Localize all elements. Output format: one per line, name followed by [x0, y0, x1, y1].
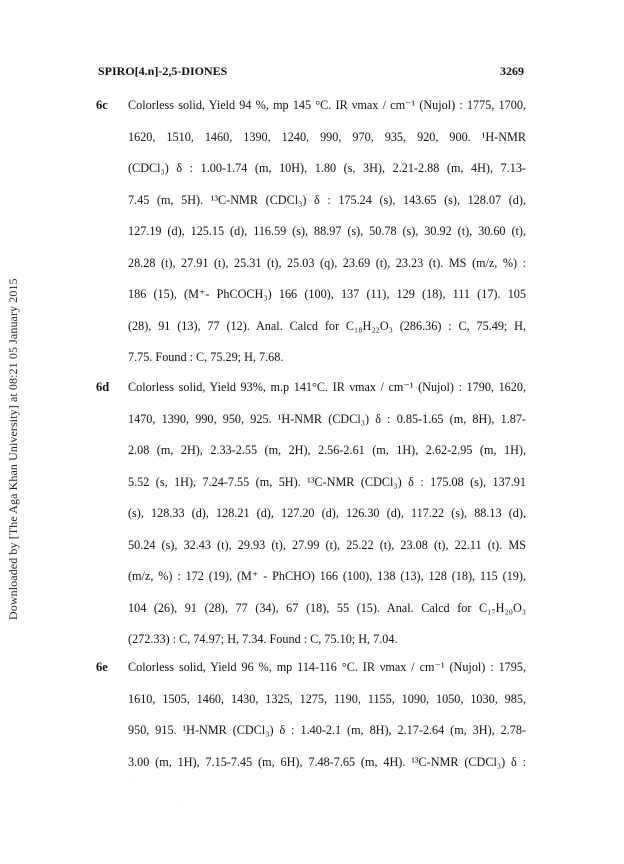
compound-label: 6e	[96, 660, 108, 674]
scan-speck: ·	[178, 800, 180, 806]
compound-label: 6d	[96, 380, 110, 394]
text-line: 28.28 (t), 27.91 (t), 25.31 (t), 25.03 (q), 23.69 (t), 23.23 (t). MS (m/z, %) :	[128, 255, 526, 270]
compound-description	[128, 380, 526, 664]
text-line: 1470, 1390, 990, 950, 925. ¹H-NMR (CDCl₃) δ : 0.85-1.65 (m, 8H), 1.87-	[128, 411, 526, 426]
download-watermark: Downloaded by [The Aga Khan University] at 08:21 05 January 2015	[6, 278, 20, 620]
compound-description	[128, 660, 526, 786]
text-line: Colorless solid, Yield 96 %, mp 114-116 °C. IR νmax / cm⁻¹ (Nujol) : 1795,	[128, 660, 526, 674]
text-line: 104 (26), 91 (28), 77 (34), 67 (18), 55 (15). Anal. Calcd for C₁₇H₂₀O₃	[128, 600, 526, 615]
text-line: 7.75. Found : C, 75.29; H, 7.68.	[128, 350, 284, 364]
text-line: 950, 915. ¹H-NMR (CDCl₃) δ : 1.40-2.1 (m, 8H), 2.17-2.64 (m, 3H), 2.78-	[128, 723, 526, 737]
compound-label: 6c	[96, 98, 108, 112]
running-head-title: SPIRO[4.n]-2,5-DIONES	[98, 64, 228, 78]
text-line: (272.33) : C, 74.97; H, 7.34. Found : C, 75.10; H, 7.04.	[128, 632, 398, 646]
text-line: 186 (15), (M⁺- PhCOCH₃) 166 (100), 137 (11), 129 (18), 111 (17). 105	[128, 287, 526, 301]
text-line: 3.00 (m, 1H), 7.15-7.45 (m, 6H), 7.48-7.65 (m, 4H). ¹³C-NMR (CDCl₃) δ :	[128, 754, 526, 769]
scan-speck: ·	[130, 780, 132, 786]
text-line: 1610, 1505, 1460, 1430, 1325, 1275, 1190, 1155, 1090, 1050, 1030, 985,	[128, 691, 526, 706]
text-line: 2.08 (m, 2H), 2.33-2.55 (m, 2H), 2.56-2.61 (m, 1H), 2.62-2.95 (m, 1H),	[128, 443, 526, 457]
text-line: (28), 91 (13), 77 (12). Anal. Calcd for C₁₈H₂₂O₃ (286.36) : C, 75.49; H,	[128, 318, 526, 333]
page-number: 3269	[500, 64, 524, 78]
text-line: 1620, 1510, 1460, 1390, 1240, 990, 970, 935, 920, 900. ¹H-NMR	[128, 129, 526, 144]
text-line: 7.45 (m, 5H). ¹³C-NMR (CDCl₃) δ : 175.24 (s), 143.65 (s), 128.07 (d),	[128, 192, 526, 207]
text-line: 50.24 (s), 32.43 (t), 29.93 (t), 27.99 (t), 25.22 (t), 23.08 (t), 22.11 (t). MS	[128, 537, 526, 552]
text-line: (CDCl₃) δ : 1.00-1.74 (m, 10H), 1.80 (s, 3H), 2.21-2.88 (m, 4H), 7.13-	[128, 161, 526, 175]
text-line: (m/z, %) : 172 (19), (M⁺ - PhCHO) 166 (100), 138 (13), 128 (18), 115 (19),	[128, 569, 526, 583]
text-line: 5.52 (s, 1H), 7.24-7.55 (m, 5H). ¹³C-NMR (CDCl₃) δ : 175.08 (s), 137.91	[128, 474, 526, 489]
text-line: Colorless solid, Yield 94 %, mp 145 °C. IR νmax / cm⁻¹ (Nujol) : 1775, 1700,	[128, 98, 526, 112]
text-line: 127.19 (d), 125.15 (d), 116.59 (s), 88.97 (s), 50.78 (s), 30.92 (t), 30.60 (t),	[128, 224, 526, 238]
text-line: (s), 128.33 (d), 128.21 (d), 127.20 (d), 126.30 (d), 117.22 (s), 88.13 (d),	[128, 506, 526, 520]
compound-description	[128, 98, 526, 382]
text-line: Colorless solid, Yield 93%, m.p 141°C. IR νmax / cm⁻¹ (Nujol) : 1790, 1620,	[128, 380, 526, 394]
